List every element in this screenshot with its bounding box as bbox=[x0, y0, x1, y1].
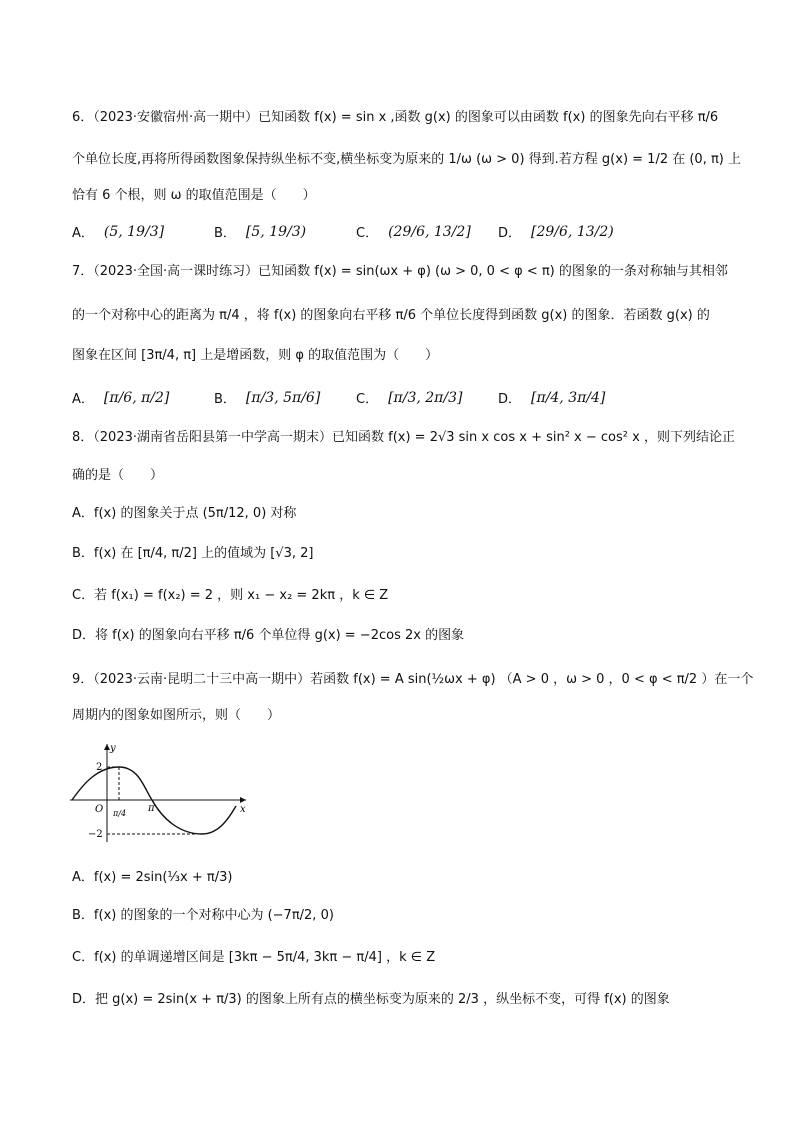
q7-options bbox=[72, 388, 724, 407]
q7-option-a[interactable]: A． [π/6, π/2] bbox=[72, 389, 170, 407]
x-axis-arrow bbox=[240, 797, 246, 803]
y-axis-label: y bbox=[110, 743, 116, 754]
q7-line1: 7．（2023·全国·高一课时练习）已知函数 f(x) = sin(ωx + φ) (ω > 0, 0 < φ < π) 的图象的一条对称轴与其相邻 bbox=[72, 264, 728, 279]
q8-line2: 确的是（ ） bbox=[72, 468, 164, 483]
q7-line3: 图象在区间 [3π/4, π] 上是增函数，则 φ 的取值范围为（ ） bbox=[72, 348, 439, 363]
q6-option-a[interactable]: A． (5, 19/3] bbox=[72, 223, 165, 241]
q6-line1: 6．（2023·安徽宿州·高一期中）已知函数 f(x) = sin x ,函数 g(x) 的图象可以由函数 f(x) 的图象先向右平移 π/6 bbox=[72, 110, 719, 125]
q6-option-d[interactable]: D． [29/6, 13/2) bbox=[498, 223, 614, 241]
q7-line2: 的一个对称中心的距离为 π/4 ，将 f(x) 的图象向右平移 π/6 个单位长度得到函数 g(x) 的图象．若函数 g(x) 的 bbox=[72, 308, 710, 323]
q9-option-d[interactable]: D．把 g(x) = 2sin(x + π/3) 的图象上所有点的横坐标变为原来的 2/3 ，纵坐标不变，可得 f(x) 的图象 bbox=[72, 992, 670, 1007]
origin-label: O bbox=[95, 804, 104, 815]
q9-line1: 9．（2023·云南·昆明二十三中高一期中）若函数 f(x) = A sin(½ωx + φ) （A > 0 ，ω > 0 ，0 < φ < π/2 ）在一个 bbox=[72, 672, 754, 687]
q6-line3: 恰有 6 个根，则 ω 的取值范围是（ ） bbox=[72, 188, 316, 203]
x-tick-pi: π bbox=[148, 803, 155, 814]
q6-option-c[interactable]: C． (29/6, 13/2] bbox=[356, 223, 471, 241]
q8-option-b[interactable]: B．f(x) 在 [π/4, π/2] 上的值域为 [√3, 2] bbox=[72, 546, 314, 561]
q8-option-c[interactable]: C．若 f(x₁) = f(x₂) = 2 ，则 x₁ − x₂ = 2kπ ，k ∈ Z bbox=[72, 588, 389, 603]
q7-option-c[interactable]: C． [π/3, 2π/3] bbox=[356, 389, 463, 407]
q8-option-a[interactable]: A．f(x) 的图象关于点 (5π/12, 0) 对称 bbox=[72, 506, 297, 521]
y-min-label: −2 bbox=[88, 829, 103, 840]
q7-option-b[interactable]: B． [π/3, 5π/6] bbox=[214, 389, 321, 407]
q9-option-c[interactable]: C．f(x) 的单调递增区间是 [3kπ − 5π/4, 3kπ − π/4] ，k ∈ Z bbox=[72, 950, 436, 965]
y-max-label: 2 bbox=[96, 762, 103, 773]
sine-graph bbox=[64, 738, 264, 848]
q8-line1: 8．（2023·湖南省岳阳县第一中学高一期末）已知函数 f(x) = 2√3 sin x cos x + sin² x − cos² x ，则下列结论正 bbox=[72, 430, 735, 445]
q6-line2: 个单位长度,再将所得函数图象保持纵坐标不变,横坐标变为原来的 1/ω (ω > 0) 得到.若方程 g(x) = 1/2 在 (0, π) 上 bbox=[72, 152, 741, 167]
q6-options bbox=[72, 222, 724, 241]
x-axis-label: x bbox=[240, 804, 246, 815]
q9-line2: 周期内的图象如图所示，则（ ） bbox=[72, 708, 281, 723]
q8-option-d[interactable]: D．将 f(x) 的图象向右平移 π/6 个单位得 g(x) = −2cos 2x 的图象 bbox=[72, 628, 465, 643]
q9-option-a[interactable]: A．f(x) = 2sin(⅓x + π/3) bbox=[72, 870, 233, 885]
q6-option-b[interactable]: B． [5, 19/3) bbox=[214, 223, 307, 241]
x-tick-pi-over-4: π/4 bbox=[113, 809, 127, 818]
q7-option-d[interactable]: D． [π/4, 3π/4] bbox=[498, 389, 606, 407]
q9-option-b[interactable]: B．f(x) 的图象的一个对称中心为 (−7π/2, 0) bbox=[72, 908, 334, 923]
